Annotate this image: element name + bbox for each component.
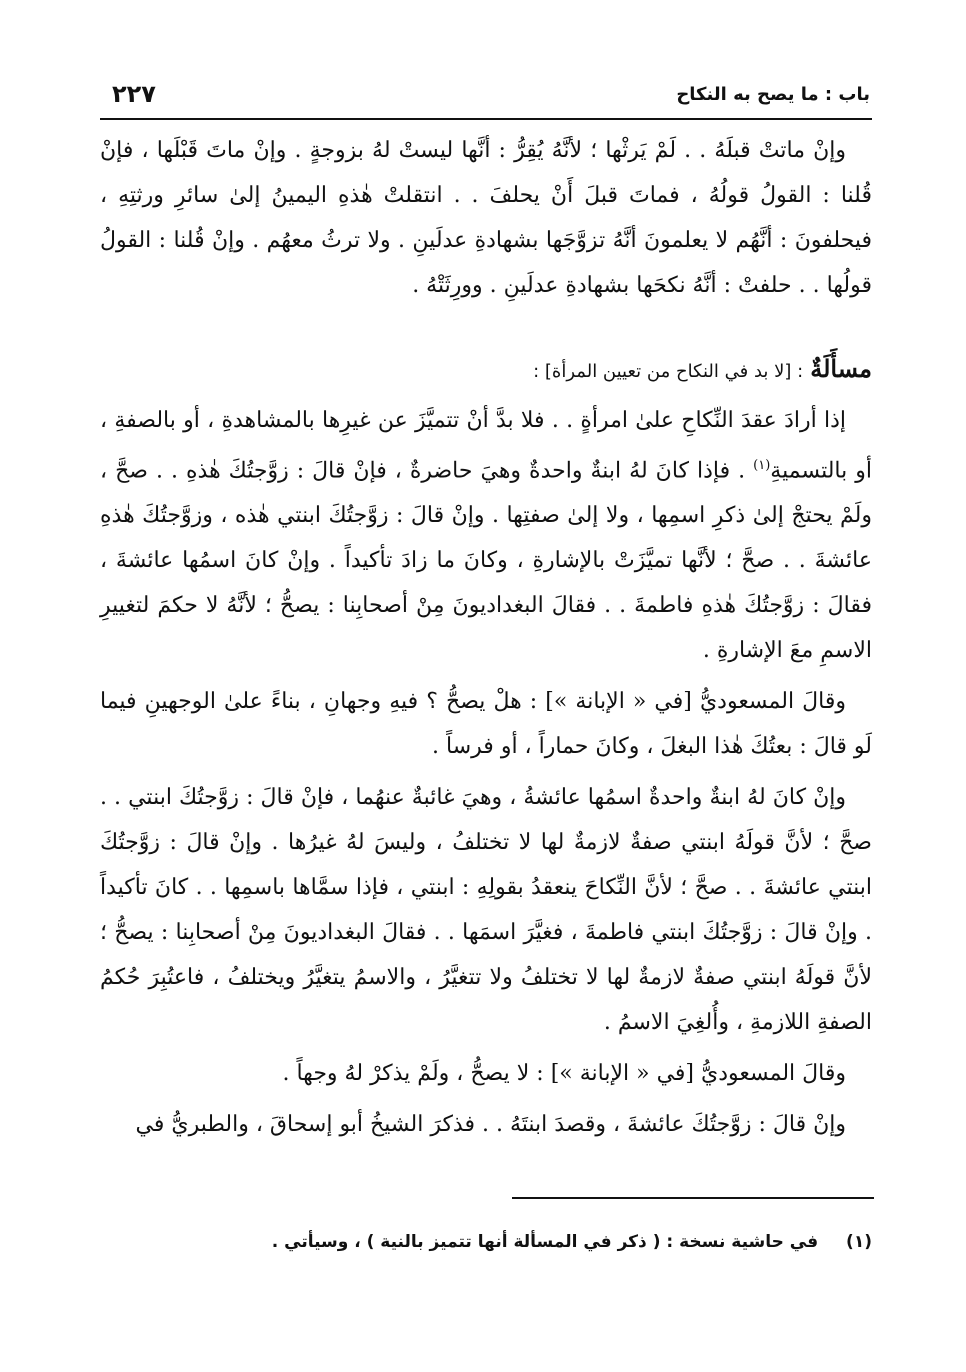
- footnote-divider: [512, 1197, 874, 1199]
- main-text: [100, 128, 872, 1153]
- running-header: [100, 80, 870, 116]
- paragraph-rest: . فإذا كانَ لهُ ابنةٌ واحدةٌ وهيَ حاضرةٌ ، فإنْ قالَ : زوَّجتُكَ هٰذهِ . . صحَّ ، ولَمْ يحتجْ إلىٰ ذكرِ اسمِها ، ولا إلىٰ صفتِها . وإنْ قالَ : زوَّجتُكَ ابنتي هٰذه ، وزوَّجتُكَ هٰذهِ عائشةَ . . صحَّ ؛ لأنَّها تميَّزَتْ بالإشارةِ ، وكانَ ما زادَ تأكيداً . وإنْ كانَ اسمُها عائشةَ ، فقالَ : زوَّجتُكَ هٰذهِ فاطمةَ . . فقالَ البغداديونَ مِنْ أصحابِنا : يصحُّ ؛ لأنَّهُ لا حكمَ لتغييرِ الاسمِ معَ الإشارةِ .: [100, 458, 872, 664]
- footnote-marker: (١): [753, 458, 771, 473]
- paragraph: وإنْ قالَ : زوَّجتُكَ عائشةَ ، وقصدَ ابنتَهُ . . فذكرَ الشيخُ أبو إسحاقَ ، والطبريُّ في: [135, 1112, 846, 1138]
- paragraph: وقالَ المسعوديُّ [في « الإبانة »] : هلْ يصحُّ ؟ فيهِ وجهانِ ، بناءً علىٰ الوجهينِ فيما لَو قالَ : بعتُكَ هٰذا البغلَ ، وكانَ حماراً ، أو فرساً .: [100, 689, 872, 760]
- header-divider: [100, 118, 872, 120]
- footnote: [100, 1232, 872, 1252]
- footnote-number: (١): [846, 1232, 872, 1252]
- section-title: : [لا بد في النكاح من تعيين المرأة] :: [533, 361, 804, 382]
- page-number: ٢٢٧: [112, 80, 156, 108]
- chapter-title: باب : ما يصح به النكاح: [676, 84, 870, 105]
- paragraph: وإنْ ماتتْ قبلَهُ . . لَمْ يَرثْها ؛ لأنَّهُ يُقِرُّ : أنَّها ليستْ لهُ بزوجةٍ . وإنْ ماتَ قَبْلَها ، فإنْ قُلنا : القولُ قولُهُ ، فماتَ قبلَ أَنْ يحلفَ . . انتقلتْ هٰذهِ اليمينُ إلىٰ سائرِ ورثتِهِ ، فيحلفونَ : أنَّهُم لا يعلمونَ أنَّهُ تزوَّجَها بشهادةِ عدلَينِ . ولا ترثُ معهُم . وإنْ قُلنا : القولُ قولُها . . حلفتْ : أنَّهُ نكحَها بشهادةِ عدلَينِ . وورِثَتْهُ .: [100, 138, 872, 298]
- paragraph-start: إذا أرادَ عقدَ النِّكاحِ علىٰ امرأةٍ . . فلا بدَّ أنْ تتميَّزَ عن غيرِها بالمشاهدةِ ، أو بالصفةِ ، أو بالتسميةِ: [100, 408, 872, 484]
- footnote-text: في حاشية نسخة : ( ذكر في المسألة أنها تتميز بالنية ) ، وسيأتي .: [271, 1232, 819, 1252]
- paragraph: وإنْ كانَ لهُ ابنةٌ واحدةٌ اسمُها عائشةُ ، وهيَ غائبةٌ عنهُما ، فإنْ قالَ : زوَّجتُكَ ابنتي . . صحَّ ؛ لأنَّ قولَهُ ابنتي صفةٌ لازمةٌ لها لا تختلفُ ، وليسَ لهُ غيرُها . وإنْ قالَ : زوَّجتُكَ ابنتي عائشةَ . . صحَّ ؛ لأنَّ النِّكاحَ ينعقدُ بقولِهِ : ابنتي ، فإذا سمَّاها باسمِها . . كانَ تأكيداً . وإنْ قالَ : زوَّجتُكَ ابنتي فاطمةَ ، فغيَّرَ اسمَها . . فقالَ البغداديونَ مِنْ أصحابِنا : يصحُّ ؛ لأنَّ قولَهُ ابنتي صفةٌ لازمةٌ لها لا تختلفُ ولا تتغيَّرُ ، والاسمُ يتغيَّرُ ويختلفُ ، فاعتُبِرَ حُكمُ الصفةِ اللازمةِ ، وأُلغِيَ الاسمُ .: [100, 785, 872, 1036]
- paragraph: [100, 398, 872, 673]
- paragraph: وقالَ المسعوديُّ [في « الإبانة »] : لا يصحُّ ، ولَمْ يذكرْ لهُ وجهاً .: [282, 1061, 846, 1087]
- section-heading: [100, 346, 872, 394]
- masala-label: مسأَلَةٌ: [810, 354, 872, 383]
